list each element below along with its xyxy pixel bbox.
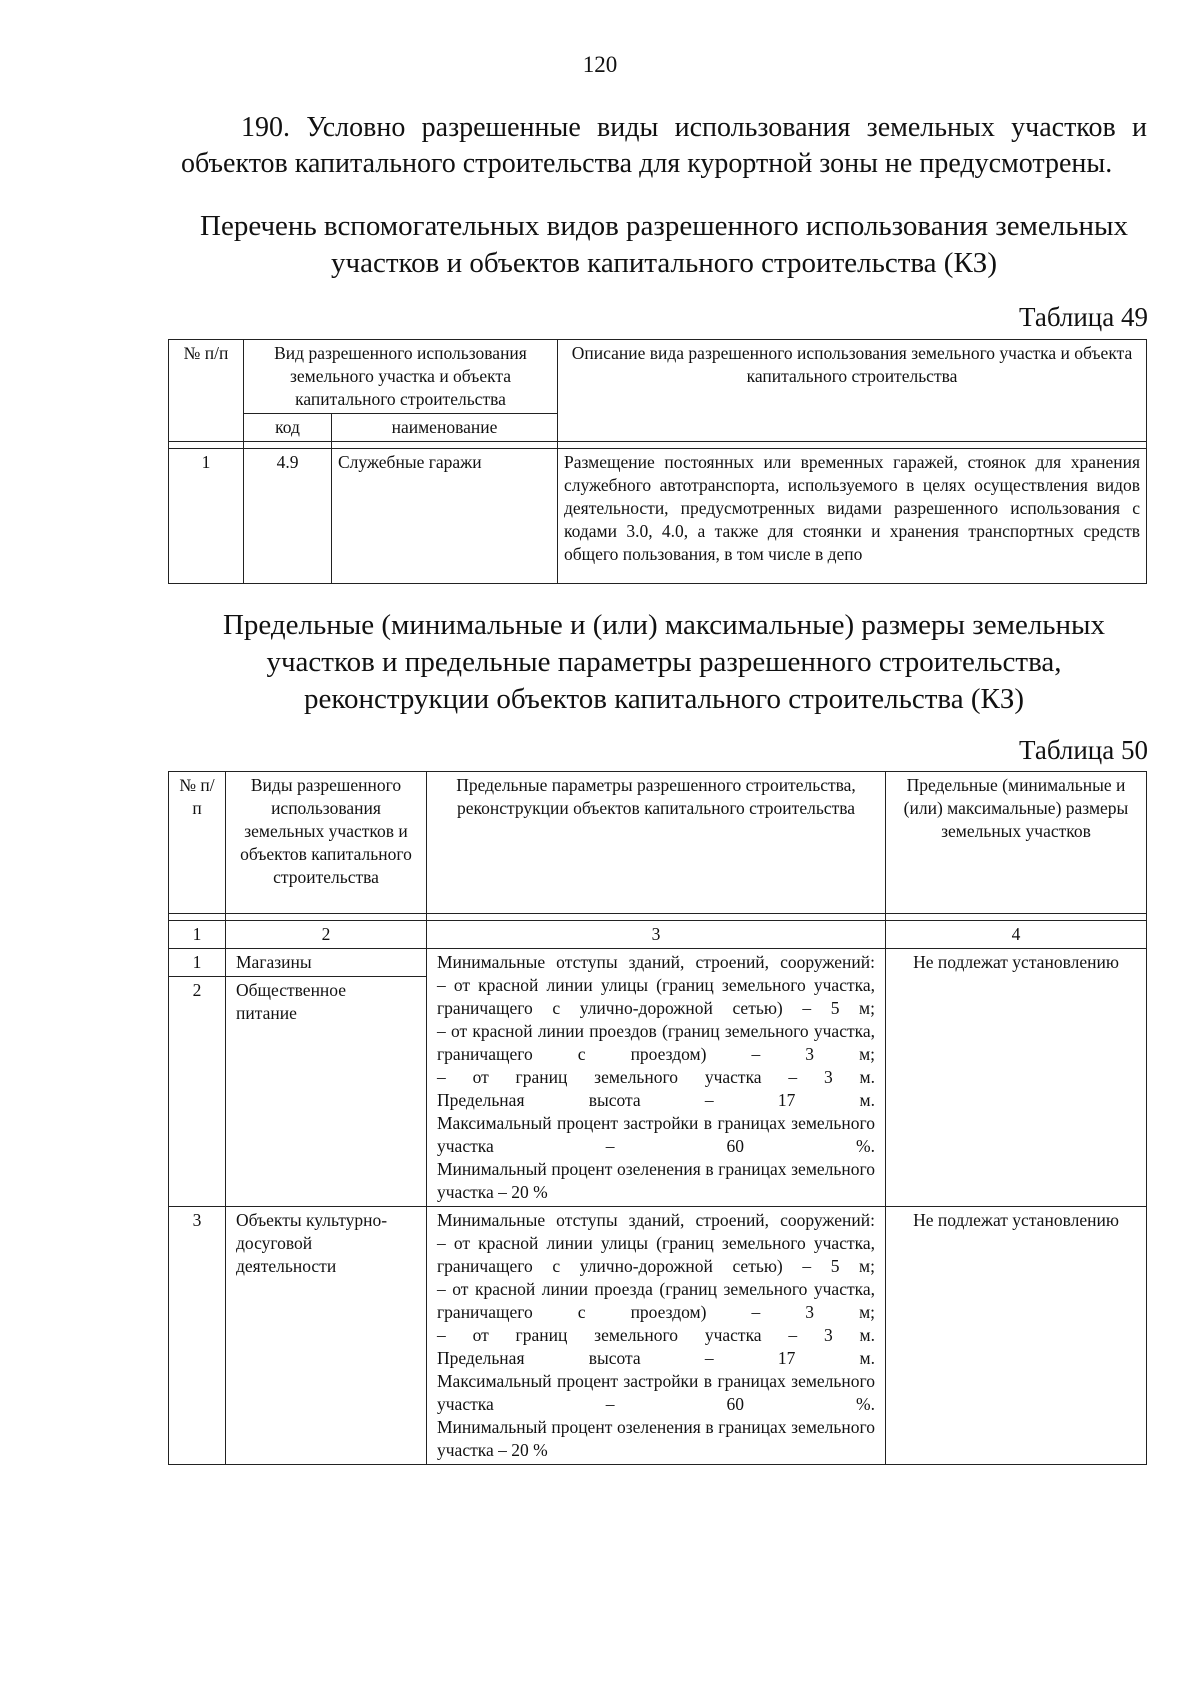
section-title-auxiliary-uses: Перечень вспомогательных видов разрешенного использования земельных участков и объектов капитального строительства (КЗ) — [200, 210, 1128, 279]
param-line: Максимальный процент застройки в границах земельного участка – 60 %. — [437, 1113, 875, 1156]
param-line: Предельная высота – 17 м. — [437, 1090, 875, 1110]
row-num — [169, 949, 226, 1207]
table-49 — [168, 339, 1147, 584]
param-line: Минимальный процент озеленения в границах земельного участка – 20 % — [437, 1159, 875, 1202]
table-49-header-row — [169, 340, 1147, 414]
table-50 — [168, 771, 1147, 1465]
header-sizes: Предельные (минимальные и (или) максимальные) размеры земельных участков — [886, 772, 1147, 914]
row-kind-item: Объекты культурно-досуговой деятельности — [236, 1210, 388, 1276]
table-50-header-row — [169, 772, 1147, 914]
table-50-caption: Таблица 50 — [1019, 735, 1148, 765]
table-row — [169, 1207, 1147, 1465]
row-kinds — [226, 949, 427, 1207]
table-49-separator — [169, 442, 1147, 449]
row-num: 3 — [169, 1207, 226, 1465]
param-line: – от красной линии проездов (границ земельного участка, граничащего с проездом) – 3 м; — [437, 1021, 875, 1064]
param-line: Минимальные отступы зданий, строений, сооружений: — [437, 952, 875, 972]
table-row — [169, 949, 1147, 1207]
header-kinds: Виды разрешенного использования земельных участков и объектов капитального строительства — [226, 772, 427, 914]
row-kinds — [226, 1207, 427, 1465]
header-name: наименование — [332, 414, 558, 442]
table-49-caption: Таблица 49 — [1019, 302, 1148, 332]
header-num: № п/п — [169, 772, 226, 914]
column-number: 2 — [226, 921, 427, 949]
param-line: – от границ земельного участка – 3 м. — [437, 1325, 875, 1345]
row-params — [427, 1207, 886, 1465]
param-line: – от красной линии улицы (границ земельного участка, граничащего с улично-дорожной сетью) – 5 м; — [437, 975, 875, 1018]
param-line: – от красной линии улицы (границ земельного участка, граничащего с улично-дорожной сетью) – 5 м; — [437, 1233, 875, 1276]
row-params — [427, 949, 886, 1207]
header-code: код — [244, 414, 332, 442]
param-line: Минимальные отступы зданий, строений, сооружений: — [437, 1210, 875, 1230]
row-name: Служебные гаражи — [332, 449, 558, 584]
row-num-item: 1 — [169, 949, 225, 977]
row-sizes: Не подлежат установлению — [886, 949, 1147, 1207]
param-line: Предельная высота – 17 м. — [437, 1348, 875, 1368]
column-number-row — [169, 921, 1147, 949]
param-line: – от границ земельного участка – 3 м. — [437, 1067, 875, 1087]
row-kind-item: Общественное питание — [236, 980, 347, 1023]
row-kind-item: Магазины — [226, 949, 426, 977]
table-50-separator — [169, 914, 1147, 921]
table-row — [169, 449, 1147, 584]
header-params: Предельные параметры разрешенного строительства, реконструкции объектов капитального строительства — [427, 772, 886, 914]
row-description: Размещение постоянных или временных гаражей, стоянок для хранения служебного автотранспорта, используемого в целях осуществления видов деятельности, предусмотренных видами разрешенного использования с кодами 3.0, 4.0, а также для стоянки и хранения транспортных средств общего пользования, в том числе в депо — [558, 449, 1147, 584]
page-number: 120 — [582, 52, 618, 77]
section-title-limits: Предельные (минимальные и (или) максимальные) размеры земельных участков и предельные параметры разрешенного строительства, реконструкции объектов капитального строительства (КЗ) — [222, 609, 1106, 715]
header-description: Описание вида разрешенного использования земельного участка и объекта капитального строительства — [558, 340, 1147, 442]
param-line: – от красной линии проезда (границ земельного участка, граничащего с проездом) – 3 м; — [437, 1279, 875, 1322]
param-line: Максимальный процент застройки в границах земельного участка – 60 %. — [437, 1371, 875, 1414]
row-code: 4.9 — [244, 449, 332, 584]
row-num-item: 2 — [192, 980, 202, 1000]
row-num: 1 — [169, 449, 244, 584]
column-number: 4 — [886, 921, 1147, 949]
header-num: № п/п — [169, 340, 244, 442]
column-number: 3 — [427, 921, 886, 949]
param-line: Минимальный процент озеленения в границах земельного участка – 20 % — [437, 1417, 875, 1460]
row-sizes: Не подлежат установлению — [886, 1207, 1147, 1465]
column-number: 1 — [169, 921, 226, 949]
header-kind: Вид разрешенного использования земельного участка и объекта капитального строительства — [244, 340, 558, 414]
paragraph-190: 190. Условно разрешенные виды использования земельных участков и объектов капитального строительства для курортной зоны не предусмотрены. — [181, 112, 1147, 179]
